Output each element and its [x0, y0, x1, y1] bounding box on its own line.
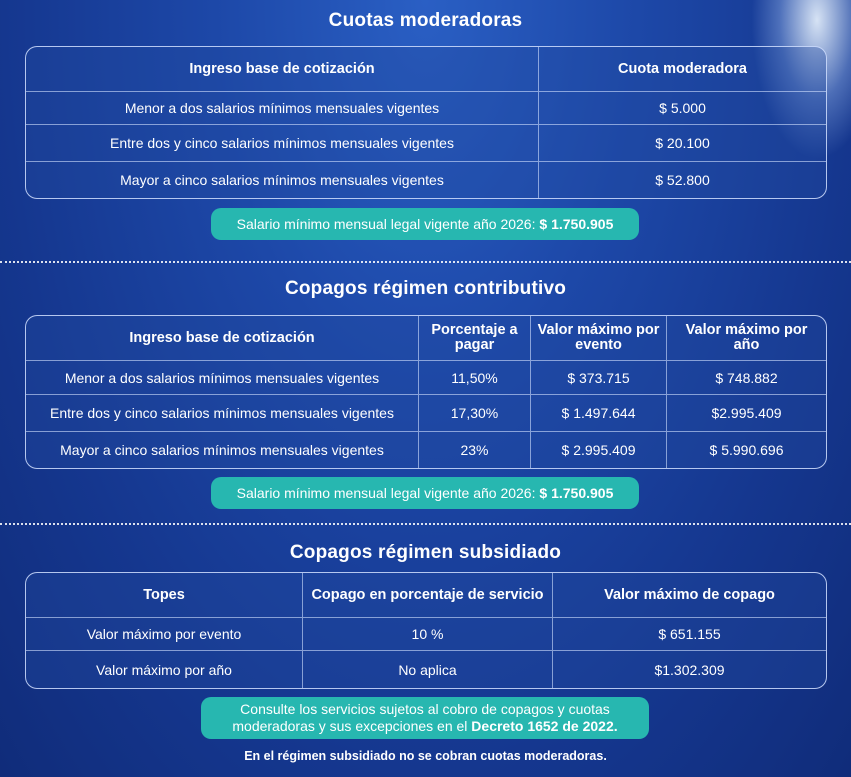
note-text: Salario mínimo mensual legal vigente año 2026: — [236, 485, 536, 501]
note-value: $ 1.750.905 — [539, 485, 614, 501]
column-header: Ingreso base de cotización — [129, 329, 315, 346]
table-cell: $2.995.409 — [666, 395, 826, 431]
table-row — [26, 91, 826, 124]
column-header: Cuota moderadora — [538, 47, 826, 91]
table-cell: $ 52.800 — [538, 162, 826, 198]
dotted-divider — [0, 261, 851, 263]
table-cell: Mayor a cinco salarios mínimos mensuales vigentes — [120, 172, 444, 188]
table-cell: Valor máximo por año — [96, 661, 232, 678]
table-header-row — [26, 316, 826, 360]
table-cell: $ 1.497.644 — [530, 395, 666, 431]
table-cell: $ 373.715 — [530, 361, 666, 394]
column-header: Topes — [143, 586, 185, 603]
table-cell: 10 % — [302, 618, 552, 650]
subsidiado-title: Copagos régimen subsidiado — [289, 542, 562, 563]
table-cell: No aplica — [302, 651, 552, 688]
table-cell: Entre dos y cinco salarios mínimos mensuales vigentes — [110, 135, 454, 151]
table-cell: 11,50% — [418, 361, 530, 394]
table-row — [26, 617, 826, 650]
column-header: Valor máximo por evento — [530, 316, 666, 360]
table-cell: Menor a dos salarios mínimos mensuales vigentes — [64, 369, 380, 386]
column-header: Copago en porcentaje de servicio — [302, 573, 552, 617]
table-header-row — [26, 573, 826, 617]
table-header-row — [26, 47, 826, 91]
table-row — [26, 650, 826, 688]
decreto-note-text: Consulte los servicios sujetos al cobro de copagos y cuotas moderadoras y sus excepciones en el Decreto 1652 de 2022. — [232, 701, 618, 734]
table-cell: $ 5.000 — [538, 92, 826, 124]
salario-minimo-note — [211, 477, 639, 509]
table-cell: $ 2.995.409 — [530, 432, 666, 468]
table-cell: $ 5.990.696 — [666, 432, 826, 468]
table-cell: 17,30% — [418, 395, 530, 431]
table-cell: $1.302.309 — [552, 651, 826, 688]
note-text: Salario mínimo mensual legal vigente año 2026: — [236, 216, 536, 232]
column-header: Valor máximo de copago — [552, 573, 826, 617]
contributivo-title: Copagos régimen contributivo — [284, 278, 567, 299]
table-row — [26, 161, 826, 198]
note-value: $ 1.750.905 — [539, 216, 614, 232]
column-header: Porcentaje a pagar — [418, 316, 530, 360]
table-cell: 23% — [418, 432, 530, 468]
decreto-note — [201, 697, 649, 739]
subsidiado-table — [25, 572, 827, 689]
table-cell: $ 651.155 — [552, 618, 826, 650]
column-header: Valor máximo por año — [666, 316, 826, 360]
contributivo-table — [25, 315, 827, 469]
table-row — [26, 431, 826, 468]
column-header: Ingreso base de cotización — [189, 60, 375, 77]
table-cell: Menor a dos salarios mínimos mensuales vigentes — [124, 100, 440, 116]
table-row — [26, 360, 826, 394]
table-cell: Mayor a cinco salarios mínimos mensuales vigentes — [60, 442, 384, 458]
table-row — [26, 124, 826, 161]
table-cell: $ 20.100 — [538, 125, 826, 161]
table-cell: Entre dos y cinco salarios mínimos mensuales vigentes — [50, 405, 394, 421]
cuotas-table — [25, 46, 827, 199]
dotted-divider — [0, 523, 851, 525]
decreto-link-text: Decreto 1652 de 2022. — [471, 718, 618, 734]
salario-minimo-note — [211, 208, 639, 240]
table-cell: Valor máximo por evento — [86, 626, 242, 642]
table-cell: $ 748.882 — [666, 361, 826, 394]
footer-note: En el régimen subsidiado no se cobran cuotas moderadoras. — [244, 749, 607, 763]
cuotas-title: Cuotas moderadoras — [328, 10, 523, 31]
table-row — [26, 394, 826, 431]
